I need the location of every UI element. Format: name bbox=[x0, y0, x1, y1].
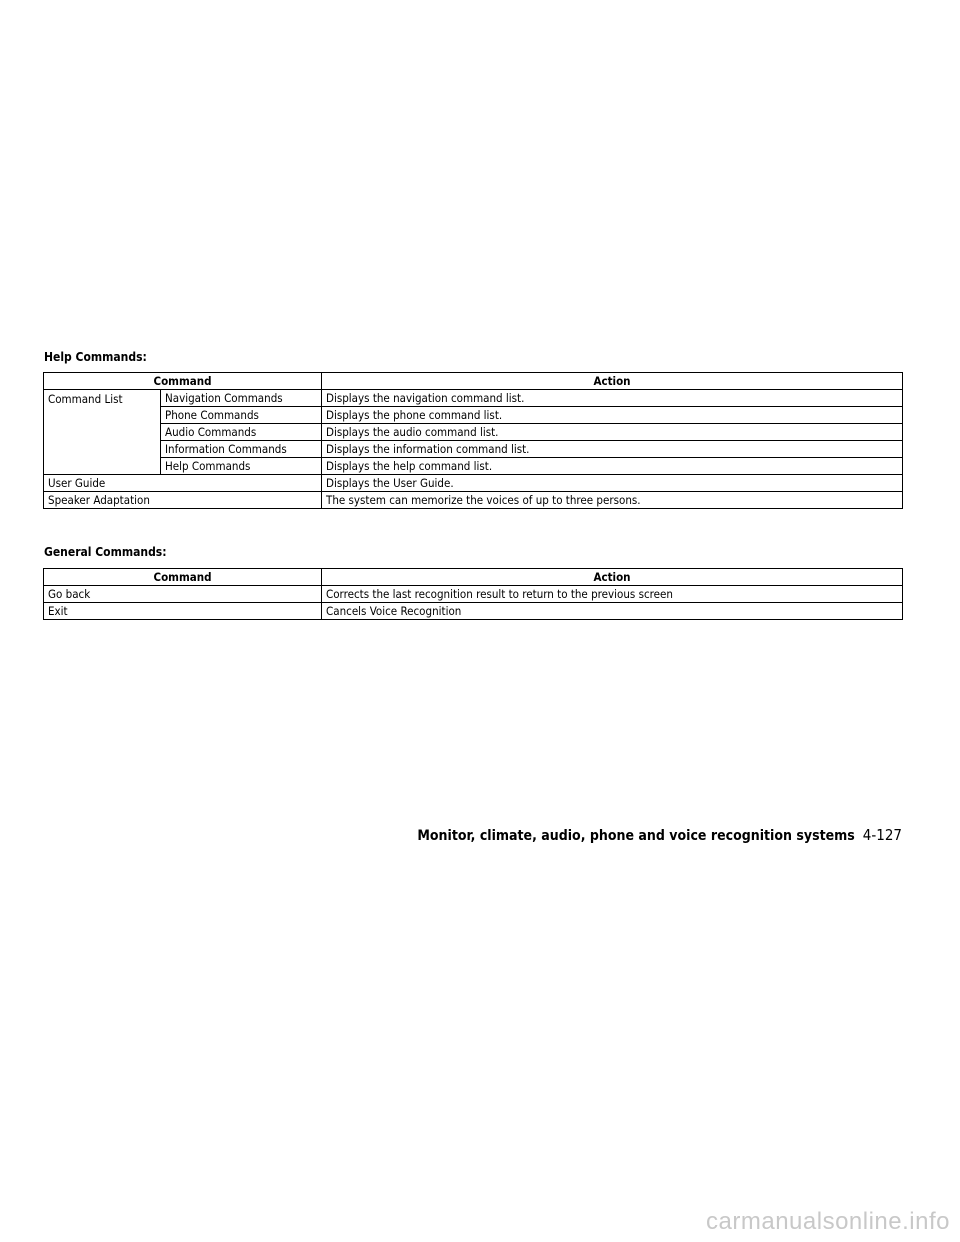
table-header-row bbox=[44, 373, 903, 390]
help-commands-table bbox=[43, 372, 903, 509]
table-row bbox=[44, 424, 903, 441]
action-cell: Displays the audio command list. bbox=[322, 424, 903, 441]
action-cell: Corrects the last recognition result to return to the previous screen bbox=[322, 586, 903, 603]
action-cell: Displays the help command list. bbox=[322, 458, 903, 475]
table-row bbox=[44, 458, 903, 475]
table-row bbox=[44, 492, 903, 509]
command-cell: User Guide bbox=[44, 475, 322, 492]
table-row bbox=[44, 586, 903, 603]
command-cell: Exit bbox=[44, 603, 322, 620]
chapter-title: Monitor, climate, audio, phone and voice recognition systems bbox=[417, 828, 855, 844]
action-cell: Displays the information command list. bbox=[322, 441, 903, 458]
action-cell: Cancels Voice Recognition bbox=[322, 603, 903, 620]
table-row bbox=[44, 603, 903, 620]
subcommand-cell: Phone Commands bbox=[161, 407, 322, 424]
command-cell: Go back bbox=[44, 586, 322, 603]
command-header: Command bbox=[44, 373, 322, 390]
subcommand-cell: Audio Commands bbox=[161, 424, 322, 441]
table-row bbox=[44, 390, 903, 407]
action-header: Action bbox=[322, 569, 903, 586]
subcommand-cell: Help Commands bbox=[161, 458, 322, 475]
action-cell: Displays the User Guide. bbox=[322, 475, 903, 492]
command-header: Command bbox=[44, 569, 322, 586]
table-header-row bbox=[44, 569, 903, 586]
subcommand-cell: Information Commands bbox=[161, 441, 322, 458]
table-row bbox=[44, 407, 903, 424]
table-row bbox=[44, 441, 903, 458]
page-footer bbox=[417, 826, 902, 844]
page-number: 4-127 bbox=[862, 826, 902, 844]
help-commands-title: Help Commands: bbox=[44, 350, 147, 364]
watermark: carmanualsonline.info bbox=[706, 1208, 950, 1235]
command-cell: Speaker Adaptation bbox=[44, 492, 322, 509]
action-cell: Displays the navigation command list. bbox=[322, 390, 903, 407]
table-row bbox=[44, 475, 903, 492]
subcommand-cell: Navigation Commands bbox=[161, 390, 322, 407]
action-header: Action bbox=[322, 373, 903, 390]
command-list-cell: Command List bbox=[44, 390, 161, 475]
general-commands-table bbox=[43, 568, 903, 620]
action-cell: The system can memorize the voices of up to three persons. bbox=[322, 492, 903, 509]
action-cell: Displays the phone command list. bbox=[322, 407, 903, 424]
general-commands-title: General Commands: bbox=[44, 545, 167, 559]
